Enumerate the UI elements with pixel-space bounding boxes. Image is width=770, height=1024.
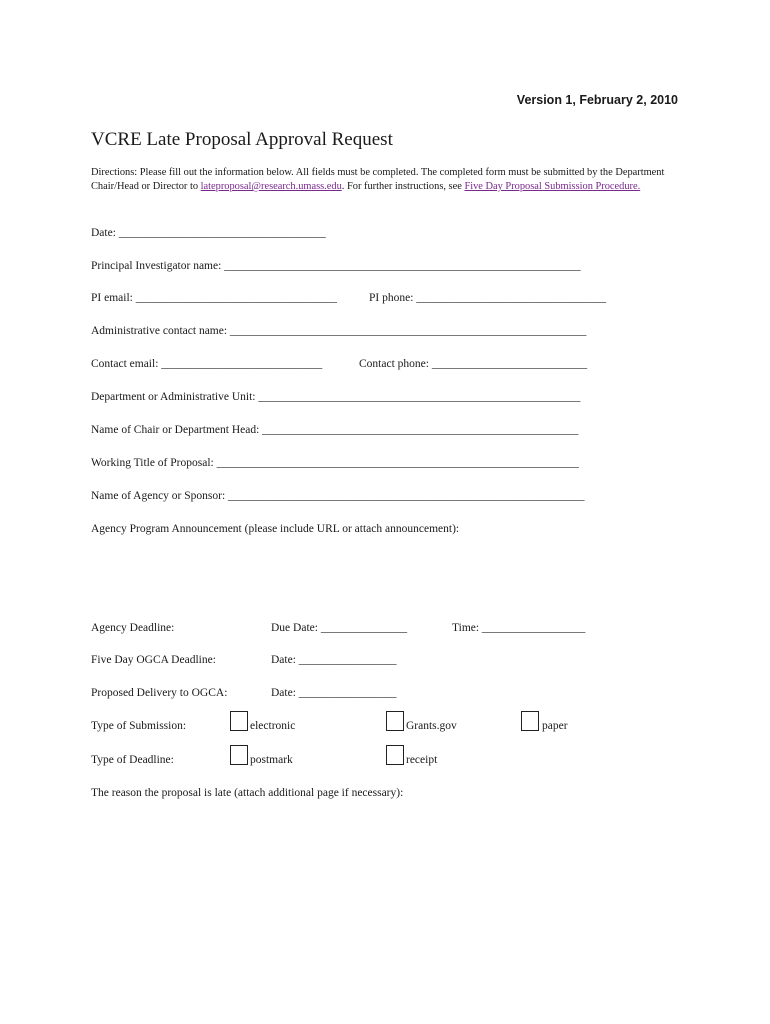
electronic-checkbox[interactable] bbox=[230, 711, 248, 731]
working-title-field[interactable]: Working Title of Proposal: _______________________________________________________________ bbox=[91, 457, 579, 469]
department-field[interactable]: Department or Administrative Unit: ________________________________________________________ bbox=[91, 391, 581, 403]
pi-phone-field[interactable]: PI phone: _________________________________ bbox=[369, 292, 607, 304]
agency-deadline-label: Agency Deadline: bbox=[91, 622, 175, 634]
directions-text-2: . For further instructions, see bbox=[341, 181, 465, 192]
version-label: Version 1, February 2, 2010 bbox=[516, 93, 678, 107]
pi-name-field[interactable]: Principal Investigator name: ______________________________________________________________ bbox=[91, 260, 581, 272]
deadline-type-label: Type of Deadline: bbox=[91, 754, 174, 766]
agency-due-date-field[interactable]: Due Date: _______________ bbox=[271, 622, 408, 634]
paper-option-label: paper bbox=[542, 720, 568, 732]
receipt-checkbox[interactable] bbox=[386, 745, 404, 765]
pi-email-field[interactable]: PI email: ___________________________________ bbox=[91, 292, 337, 304]
ogca-deadline-label: Five Day OGCA Deadline: bbox=[91, 654, 216, 666]
contact-phone-field[interactable]: Contact phone: ___________________________ bbox=[359, 358, 588, 370]
agency-field[interactable]: Name of Agency or Sponsor: ______________________________________________________________ bbox=[91, 490, 585, 502]
electronic-option-label: electronic bbox=[250, 720, 296, 732]
agency-time-field[interactable]: Time: __________________ bbox=[452, 622, 586, 634]
announcement-label: Agency Program Announcement (please include URL or attach announcement): bbox=[91, 523, 460, 535]
receipt-option-label: receipt bbox=[406, 754, 438, 766]
date-field[interactable]: Date: ____________________________________ bbox=[91, 227, 326, 239]
directions-paragraph bbox=[91, 166, 681, 194]
admin-contact-field[interactable]: Administrative contact name: ______________________________________________________________ bbox=[91, 325, 587, 337]
ogca-date-field[interactable]: Date: _________________ bbox=[271, 654, 397, 666]
procedure-link[interactable]: Five Day Proposal Submission Procedure. bbox=[464, 181, 641, 192]
submission-type-label: Type of Submission: bbox=[91, 720, 187, 732]
grants-gov-option-label: Grants.gov bbox=[406, 720, 457, 732]
postmark-checkbox[interactable] bbox=[230, 745, 248, 765]
paper-checkbox[interactable] bbox=[521, 711, 539, 731]
chair-field[interactable]: Name of Chair or Department Head: _______________________________________________________ bbox=[91, 424, 579, 436]
form-title: VCRE Late Proposal Approval Request bbox=[91, 129, 393, 150]
directions-text: Directions: Please fill out the information below. All fields must be completed. The completed form must be submitted by the Department Chair/Head or Director to bbox=[91, 167, 665, 192]
delivery-date-field[interactable]: Date: _________________ bbox=[271, 687, 397, 699]
delivery-label: Proposed Delivery to OGCA: bbox=[91, 687, 228, 699]
grants-gov-checkbox[interactable] bbox=[386, 711, 404, 731]
contact-email-field[interactable]: Contact email: ____________________________ bbox=[91, 358, 323, 370]
email-link[interactable]: lateproposal@research.umass.edu bbox=[200, 181, 342, 192]
postmark-option-label: postmark bbox=[250, 754, 293, 766]
reason-label: The reason the proposal is late (attach additional page if necessary): bbox=[91, 787, 404, 799]
